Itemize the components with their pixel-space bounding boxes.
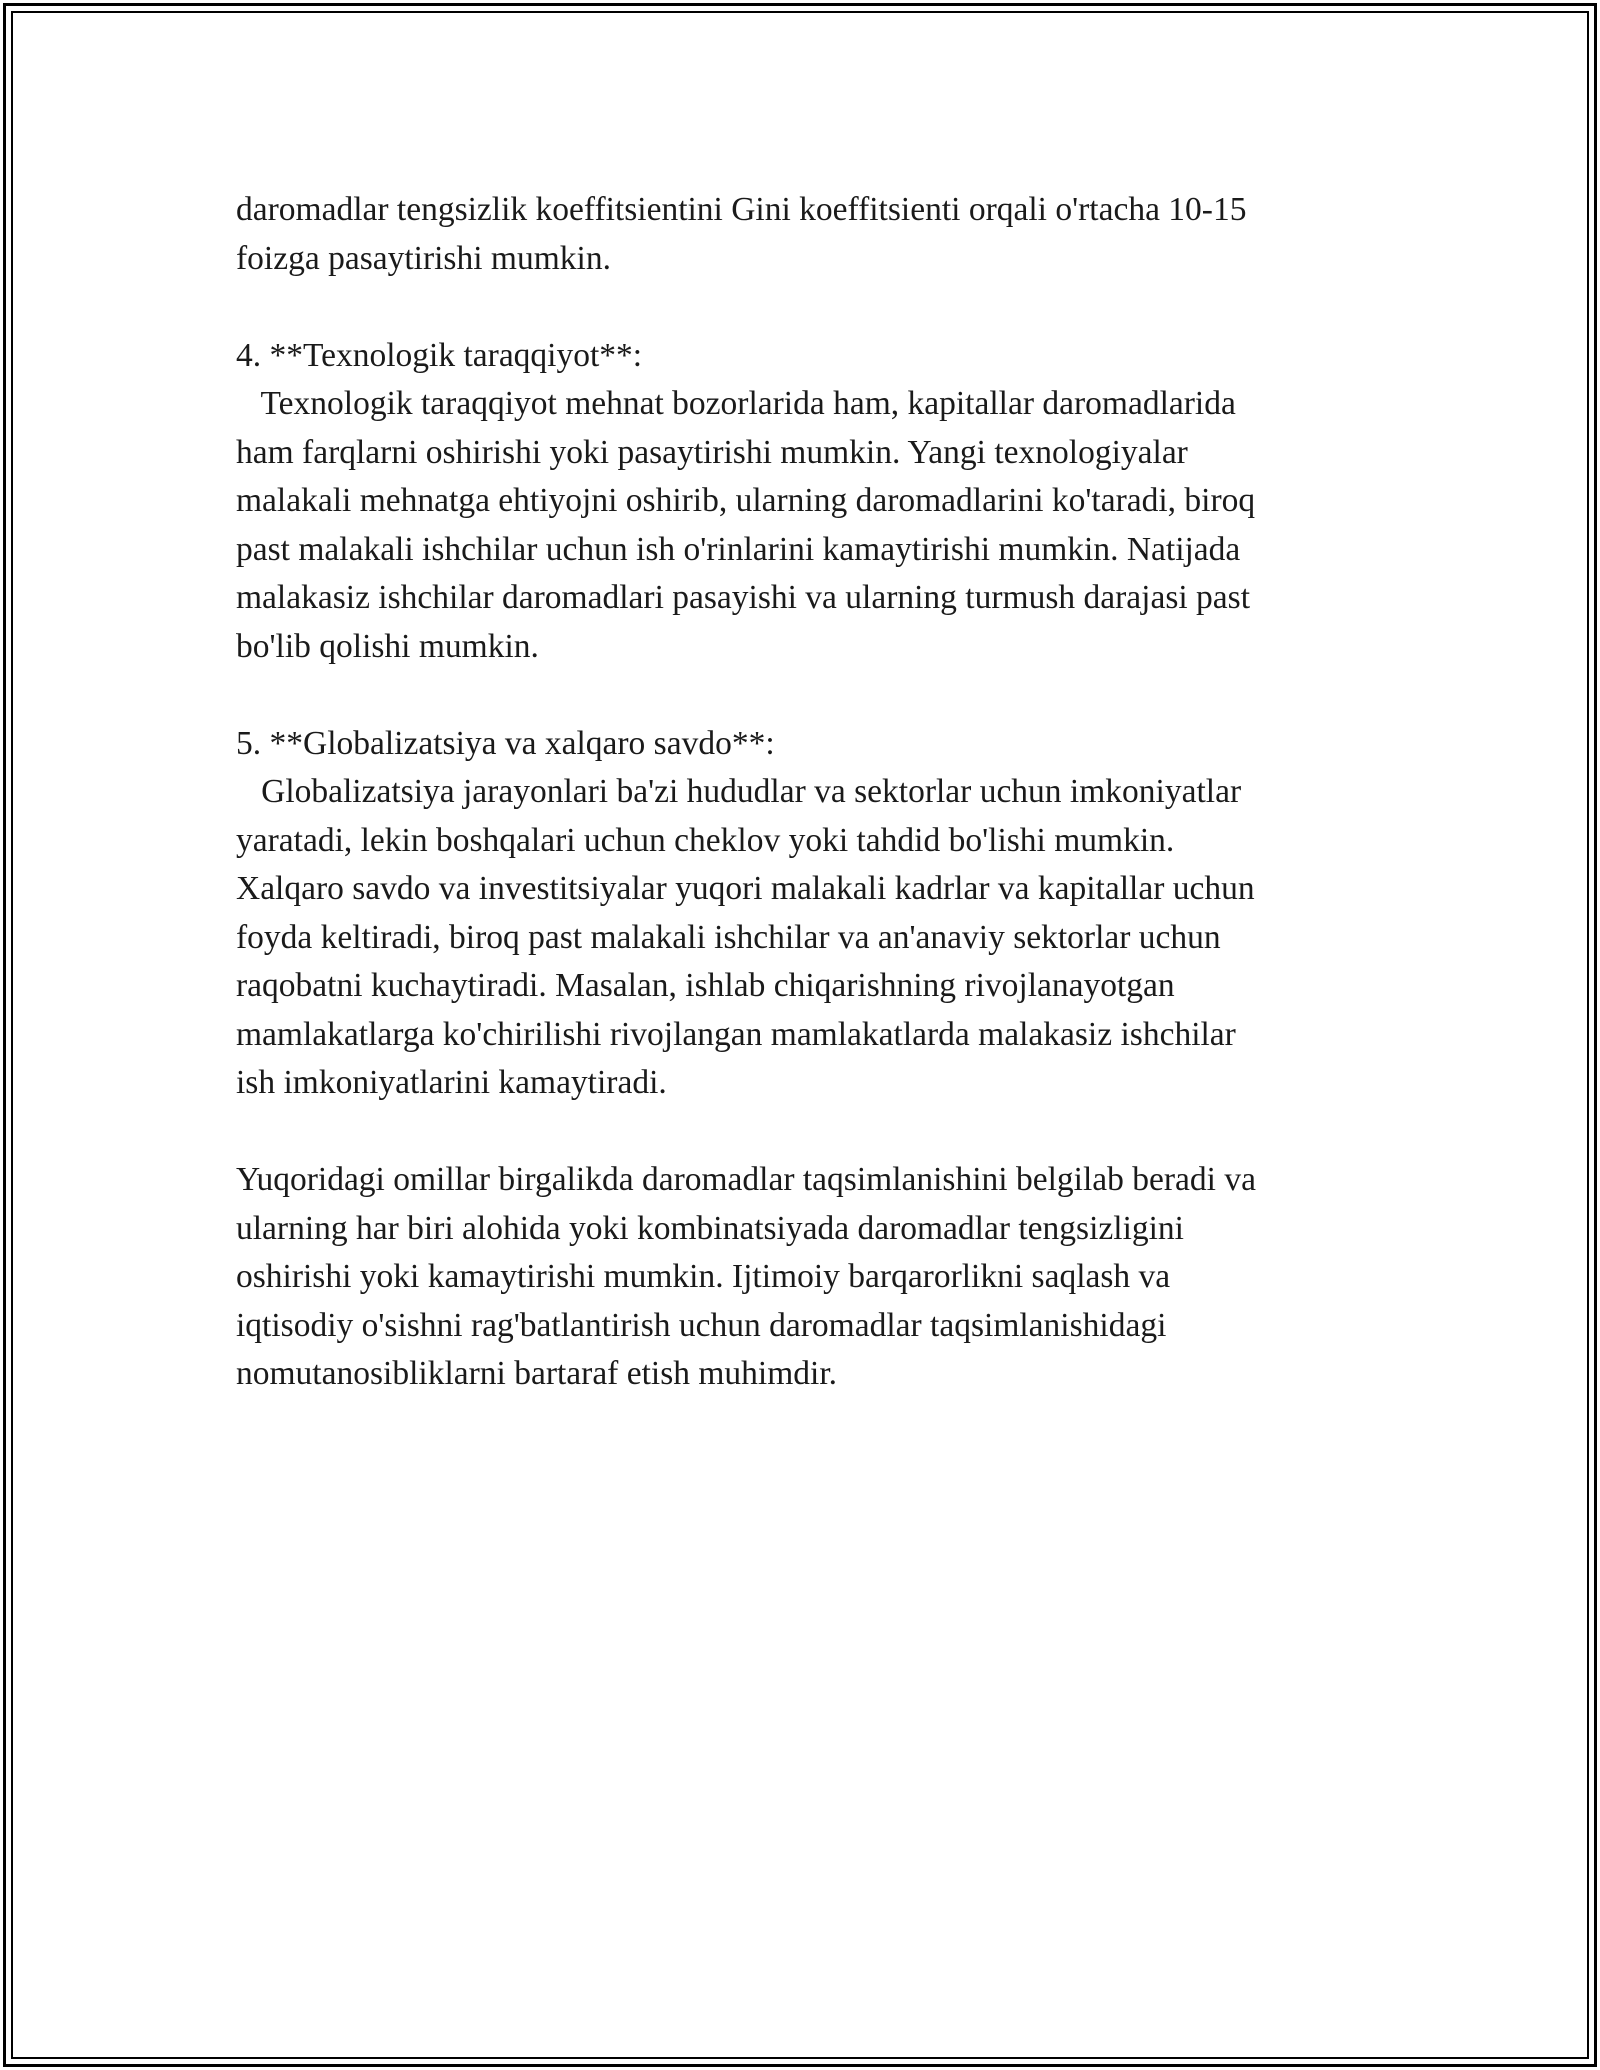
- text-line: iqtisodiy o'sishni rag'batlantirish uchun daromadlar taqsimlanishidagi: [236, 1306, 1167, 1344]
- text-line: Xalqaro savdo va investitsiyalar yuqori malakali kadrlar va kapitallar uchun: [236, 870, 1255, 907]
- text-line: yaratadi, lekin boshqalari uchun cheklov yoki tahdid bo'lishi mumkin.: [236, 821, 1175, 859]
- text-line: oshirishi yoki kamaytirishi mumkin. Ijtimoiy barqarorlikni saqlash va: [236, 1258, 1171, 1295]
- text-line: mamlakatlarga ko'chirilishi rivojlangan mamlakatlarda malakasiz ishchilar: [236, 1015, 1236, 1053]
- text-line: foizga pasaytirishi mumkin.: [236, 239, 611, 277]
- text-line: ham farqlarni oshirishi yoki pasaytirishi mumkin. Yangi texnologiyalar: [236, 433, 1188, 471]
- conclusion-paragraph: [236, 1156, 1386, 1399]
- text-line: bo'lib qolishi mumkin.: [236, 627, 539, 665]
- intro-paragraph: [236, 186, 1386, 283]
- text-line: Yuqoridagi omillar birgalikda daromadlar taqsimlanishini belgilab beradi va: [236, 1161, 1256, 1198]
- section-globalization: [236, 720, 1386, 1108]
- text-line: ularning har biri alohida yoki kombinatsiyada daromadlar tengsizligini: [236, 1209, 1184, 1247]
- text-line: nomutanosibliklarni bartaraf etish muhimdir.: [236, 1355, 838, 1392]
- text-line: foyda keltiradi, biroq past malakali ishchilar va an'anaviy sektorlar uchun: [236, 918, 1221, 956]
- section-heading: 4. **Texnologik taraqqiyot**:: [236, 336, 643, 374]
- text-line: malakasiz ishchilar daromadlari pasayishi va ularning turmush darajasi past: [236, 579, 1250, 616]
- text-line: Globalizatsiya jarayonlari ba'zi hududlar va sektorlar uchun imkoniyatlar: [236, 773, 1242, 810]
- text-line: malakali mehnatga ehtiyojni oshirib, ularning daromadlarini ko'taradi, biroq: [236, 482, 1256, 519]
- paragraph-gap: [236, 283, 1386, 332]
- text-line: ish imkoniyatlarini kamaytiradi.: [236, 1064, 667, 1101]
- section-technological-progress: [236, 332, 1386, 672]
- text-line: Texnologik taraqqiyot mehnat bozorlarida ham, kapitallar daromadlarida: [236, 385, 1236, 422]
- text-line: raqobatni kuchaytiradi. Masalan, ishlab chiqarishning rivojlanayotgan: [236, 967, 1175, 1004]
- document-body: [236, 186, 1386, 1399]
- text-line: daromadlar tengsizlik koeffitsientini Gini koeffitsienti orqali o'rtacha 10-15: [236, 191, 1247, 228]
- text-line: past malakali ishchilar uchun ish o'rinlarini kamaytirishi mumkin. Natijada: [236, 530, 1241, 568]
- paragraph-gap: [236, 671, 1386, 720]
- section-heading: 5. **Globalizatsiya va xalqaro savdo**:: [236, 724, 775, 762]
- paragraph-gap: [236, 1108, 1386, 1157]
